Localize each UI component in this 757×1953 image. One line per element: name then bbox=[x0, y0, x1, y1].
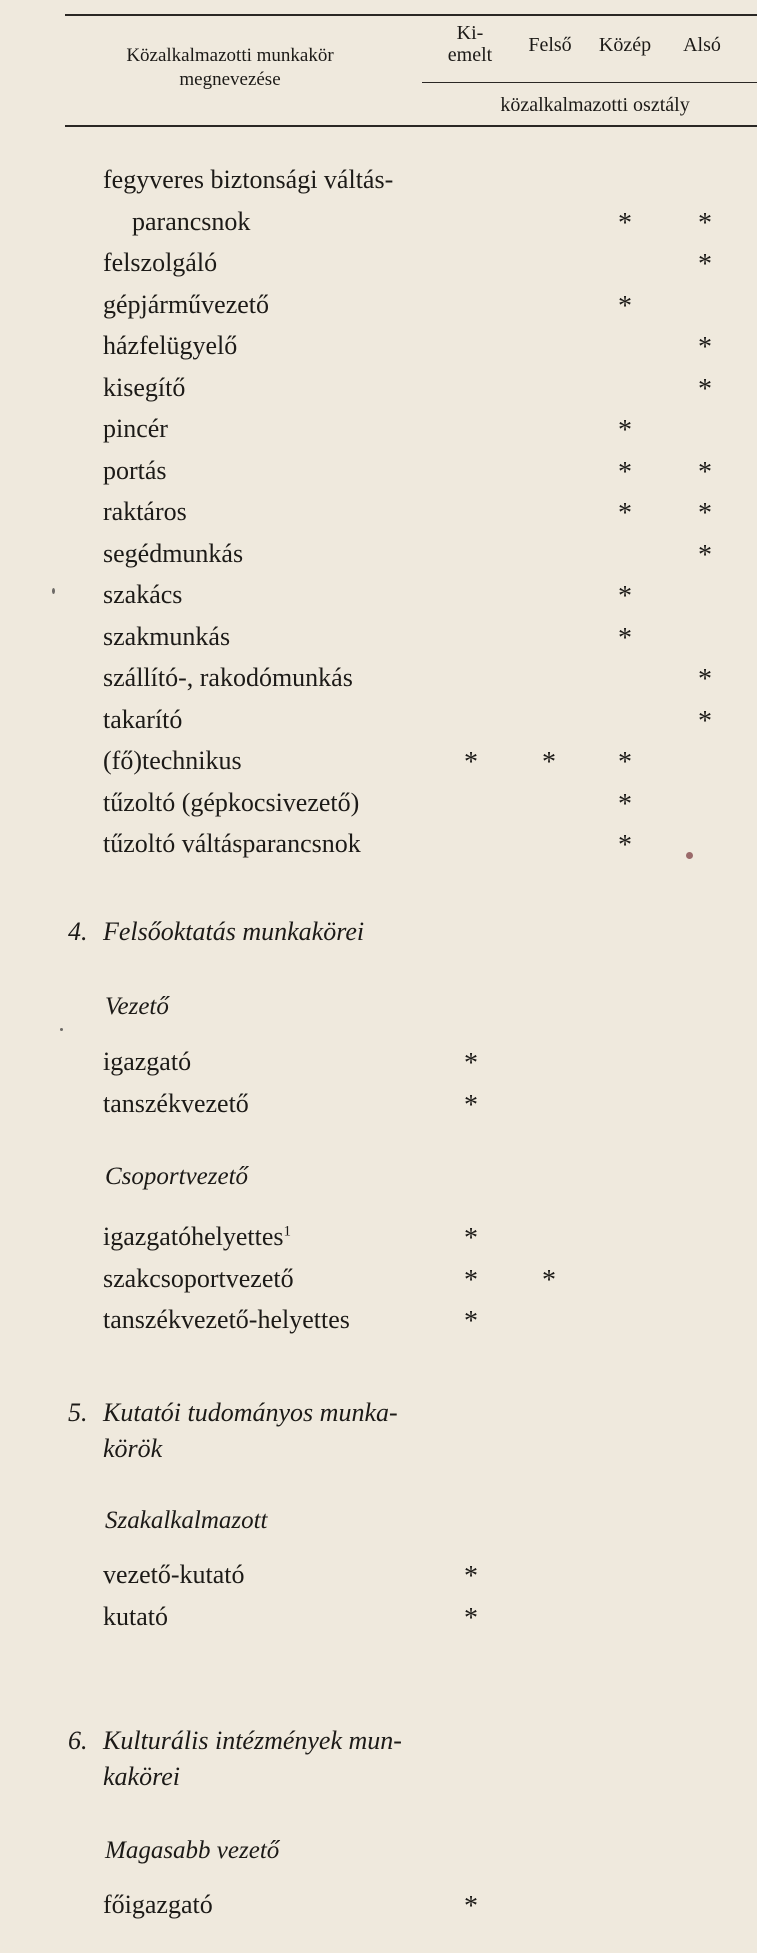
table-row bbox=[0, 1045, 757, 1081]
table-row bbox=[0, 329, 757, 365]
job-title: gépjárművezető bbox=[103, 289, 270, 319]
class-mark-kozep: * bbox=[618, 747, 632, 778]
table-row bbox=[0, 703, 757, 739]
section-4-title: Felsőoktatás munkakörei bbox=[103, 917, 365, 946]
section-4-number: 4. bbox=[68, 917, 88, 946]
class-mark-also: * bbox=[698, 664, 712, 695]
class-mark-also: * bbox=[698, 373, 712, 405]
table-row bbox=[0, 1600, 757, 1636]
job-title: tanszékvezető bbox=[103, 1088, 249, 1118]
class-mark-kiemelt: * bbox=[464, 1048, 478, 1079]
table-row bbox=[0, 537, 757, 573]
table-row bbox=[0, 661, 757, 697]
header-also: Alsó bbox=[683, 34, 721, 56]
job-title: segédmunkás bbox=[103, 538, 244, 568]
class-mark-kozep: * bbox=[618, 830, 632, 861]
table-row bbox=[0, 495, 757, 531]
table-row bbox=[0, 1262, 757, 1298]
table-row bbox=[0, 1303, 757, 1339]
job-title: kutató bbox=[103, 1601, 168, 1631]
subheading-csoportvezeto: Csoportvezető bbox=[105, 1163, 249, 1190]
table-row bbox=[0, 288, 757, 324]
section-5-number: 5. bbox=[68, 1398, 88, 1427]
class-mark-also: * bbox=[698, 498, 712, 529]
section-6-title: Kulturális intézmények mun- kakörei bbox=[103, 1726, 402, 1791]
class-mark-kozep: * bbox=[618, 456, 632, 488]
job-title: tanszékvezető-helyettes bbox=[103, 1305, 350, 1334]
table-row bbox=[0, 163, 757, 199]
class-mark-also: * bbox=[698, 539, 712, 571]
job-title: szállító-, rakodómunkás bbox=[103, 663, 353, 692]
subheading-szakalkalmazott: Szakalkalmazott bbox=[105, 1507, 268, 1534]
table-row bbox=[0, 205, 757, 241]
job-title: tűzoltó váltásparancsnok bbox=[103, 829, 361, 858]
table-row bbox=[0, 246, 757, 282]
class-mark-kiemelt: * bbox=[464, 1891, 478, 1922]
subheading-vezeto: Vezető bbox=[105, 993, 169, 1020]
job-title: vezető-kutató bbox=[103, 1560, 245, 1589]
class-mark-kozep: * bbox=[618, 622, 632, 654]
job-title: házfelügyelő bbox=[103, 331, 238, 360]
header-bottom-rule bbox=[65, 125, 757, 127]
table-row bbox=[0, 620, 757, 656]
table-row bbox=[0, 786, 757, 822]
class-mark-kiemelt: * bbox=[464, 1223, 478, 1254]
header-kiemelt: Ki- emelt bbox=[447, 22, 493, 66]
job-title: takarító bbox=[103, 704, 183, 734]
table-row bbox=[0, 1888, 757, 1924]
section-4-heading bbox=[68, 914, 488, 954]
table-row bbox=[0, 454, 757, 490]
class-mark-also: * bbox=[698, 456, 712, 488]
class-mark-kiemelt: * bbox=[464, 747, 478, 778]
table-row bbox=[0, 1087, 757, 1123]
class-mark-kiemelt: * bbox=[464, 1089, 478, 1121]
table-row bbox=[0, 371, 757, 407]
header-mid-rule bbox=[422, 82, 757, 83]
job-title: raktáros bbox=[103, 497, 187, 526]
table-row bbox=[0, 578, 757, 614]
job-title: fegyveres biztonsági váltás- bbox=[103, 165, 394, 194]
section-5-heading bbox=[68, 1395, 488, 1475]
job-title: kisegítő bbox=[103, 372, 186, 402]
class-mark-also: * bbox=[698, 207, 712, 239]
job-title: felszolgáló bbox=[103, 248, 218, 277]
footnote-marker: 1 bbox=[283, 1223, 291, 1240]
job-title: tűzoltó (gépkocsivezető) bbox=[103, 787, 360, 817]
job-title: szakács bbox=[103, 580, 183, 609]
job-title: igazgatóhelyettes$^1$ bbox=[103, 1222, 291, 1251]
print-speck bbox=[60, 1028, 63, 1031]
class-mark-kozep: * bbox=[618, 415, 632, 446]
subheading-magasabb-vezeto: Magasabb vezető bbox=[105, 1837, 280, 1864]
class-mark-also: * bbox=[698, 249, 712, 280]
class-mark-kozep: * bbox=[618, 207, 632, 239]
class-mark-also: * bbox=[698, 332, 712, 363]
class-mark-also: * bbox=[698, 705, 712, 737]
section-6-heading bbox=[68, 1723, 488, 1803]
class-mark-kozep: * bbox=[618, 290, 632, 322]
class-mark-kiemelt: * bbox=[464, 1306, 478, 1337]
table-row bbox=[0, 412, 757, 448]
class-mark-kiemelt: * bbox=[464, 1602, 478, 1634]
class-mark-kiemelt: * bbox=[464, 1264, 478, 1296]
header-kozep: Közép bbox=[598, 34, 652, 56]
table-row bbox=[0, 1220, 757, 1256]
table-row bbox=[0, 744, 757, 780]
class-mark-kiemelt: * bbox=[464, 1561, 478, 1592]
job-title: parancsnok bbox=[132, 206, 251, 236]
table-row bbox=[0, 827, 757, 863]
job-title: pincér bbox=[103, 414, 168, 443]
job-title: (fő)technikus bbox=[103, 746, 242, 775]
job-title: főigazgató bbox=[103, 1890, 213, 1919]
job-title: portás bbox=[103, 455, 167, 485]
print-speck bbox=[52, 588, 55, 594]
header-top-rule bbox=[65, 14, 757, 16]
header-felso: Felső bbox=[528, 34, 572, 56]
class-mark-kozep: * bbox=[618, 581, 632, 612]
class-mark-kozep: * bbox=[618, 788, 632, 820]
section-5-title: Kutatói tudományos munka- körök bbox=[103, 1398, 398, 1463]
class-mark-felso: * bbox=[542, 747, 556, 778]
table-row bbox=[0, 1558, 757, 1594]
class-mark-kozep: * bbox=[618, 498, 632, 529]
print-speck bbox=[686, 852, 693, 859]
header-job-column: Közalkalmazotti munkakör megnevezése bbox=[126, 45, 334, 90]
section-6-number: 6. bbox=[68, 1726, 88, 1755]
job-title: igazgató bbox=[103, 1047, 192, 1076]
class-mark-felso: * bbox=[542, 1264, 556, 1296]
header-class-label: közalkalmazotti osztály bbox=[500, 94, 690, 116]
job-title: szakmunkás bbox=[103, 621, 231, 651]
job-title: szakcsoportvezető bbox=[103, 1263, 294, 1293]
